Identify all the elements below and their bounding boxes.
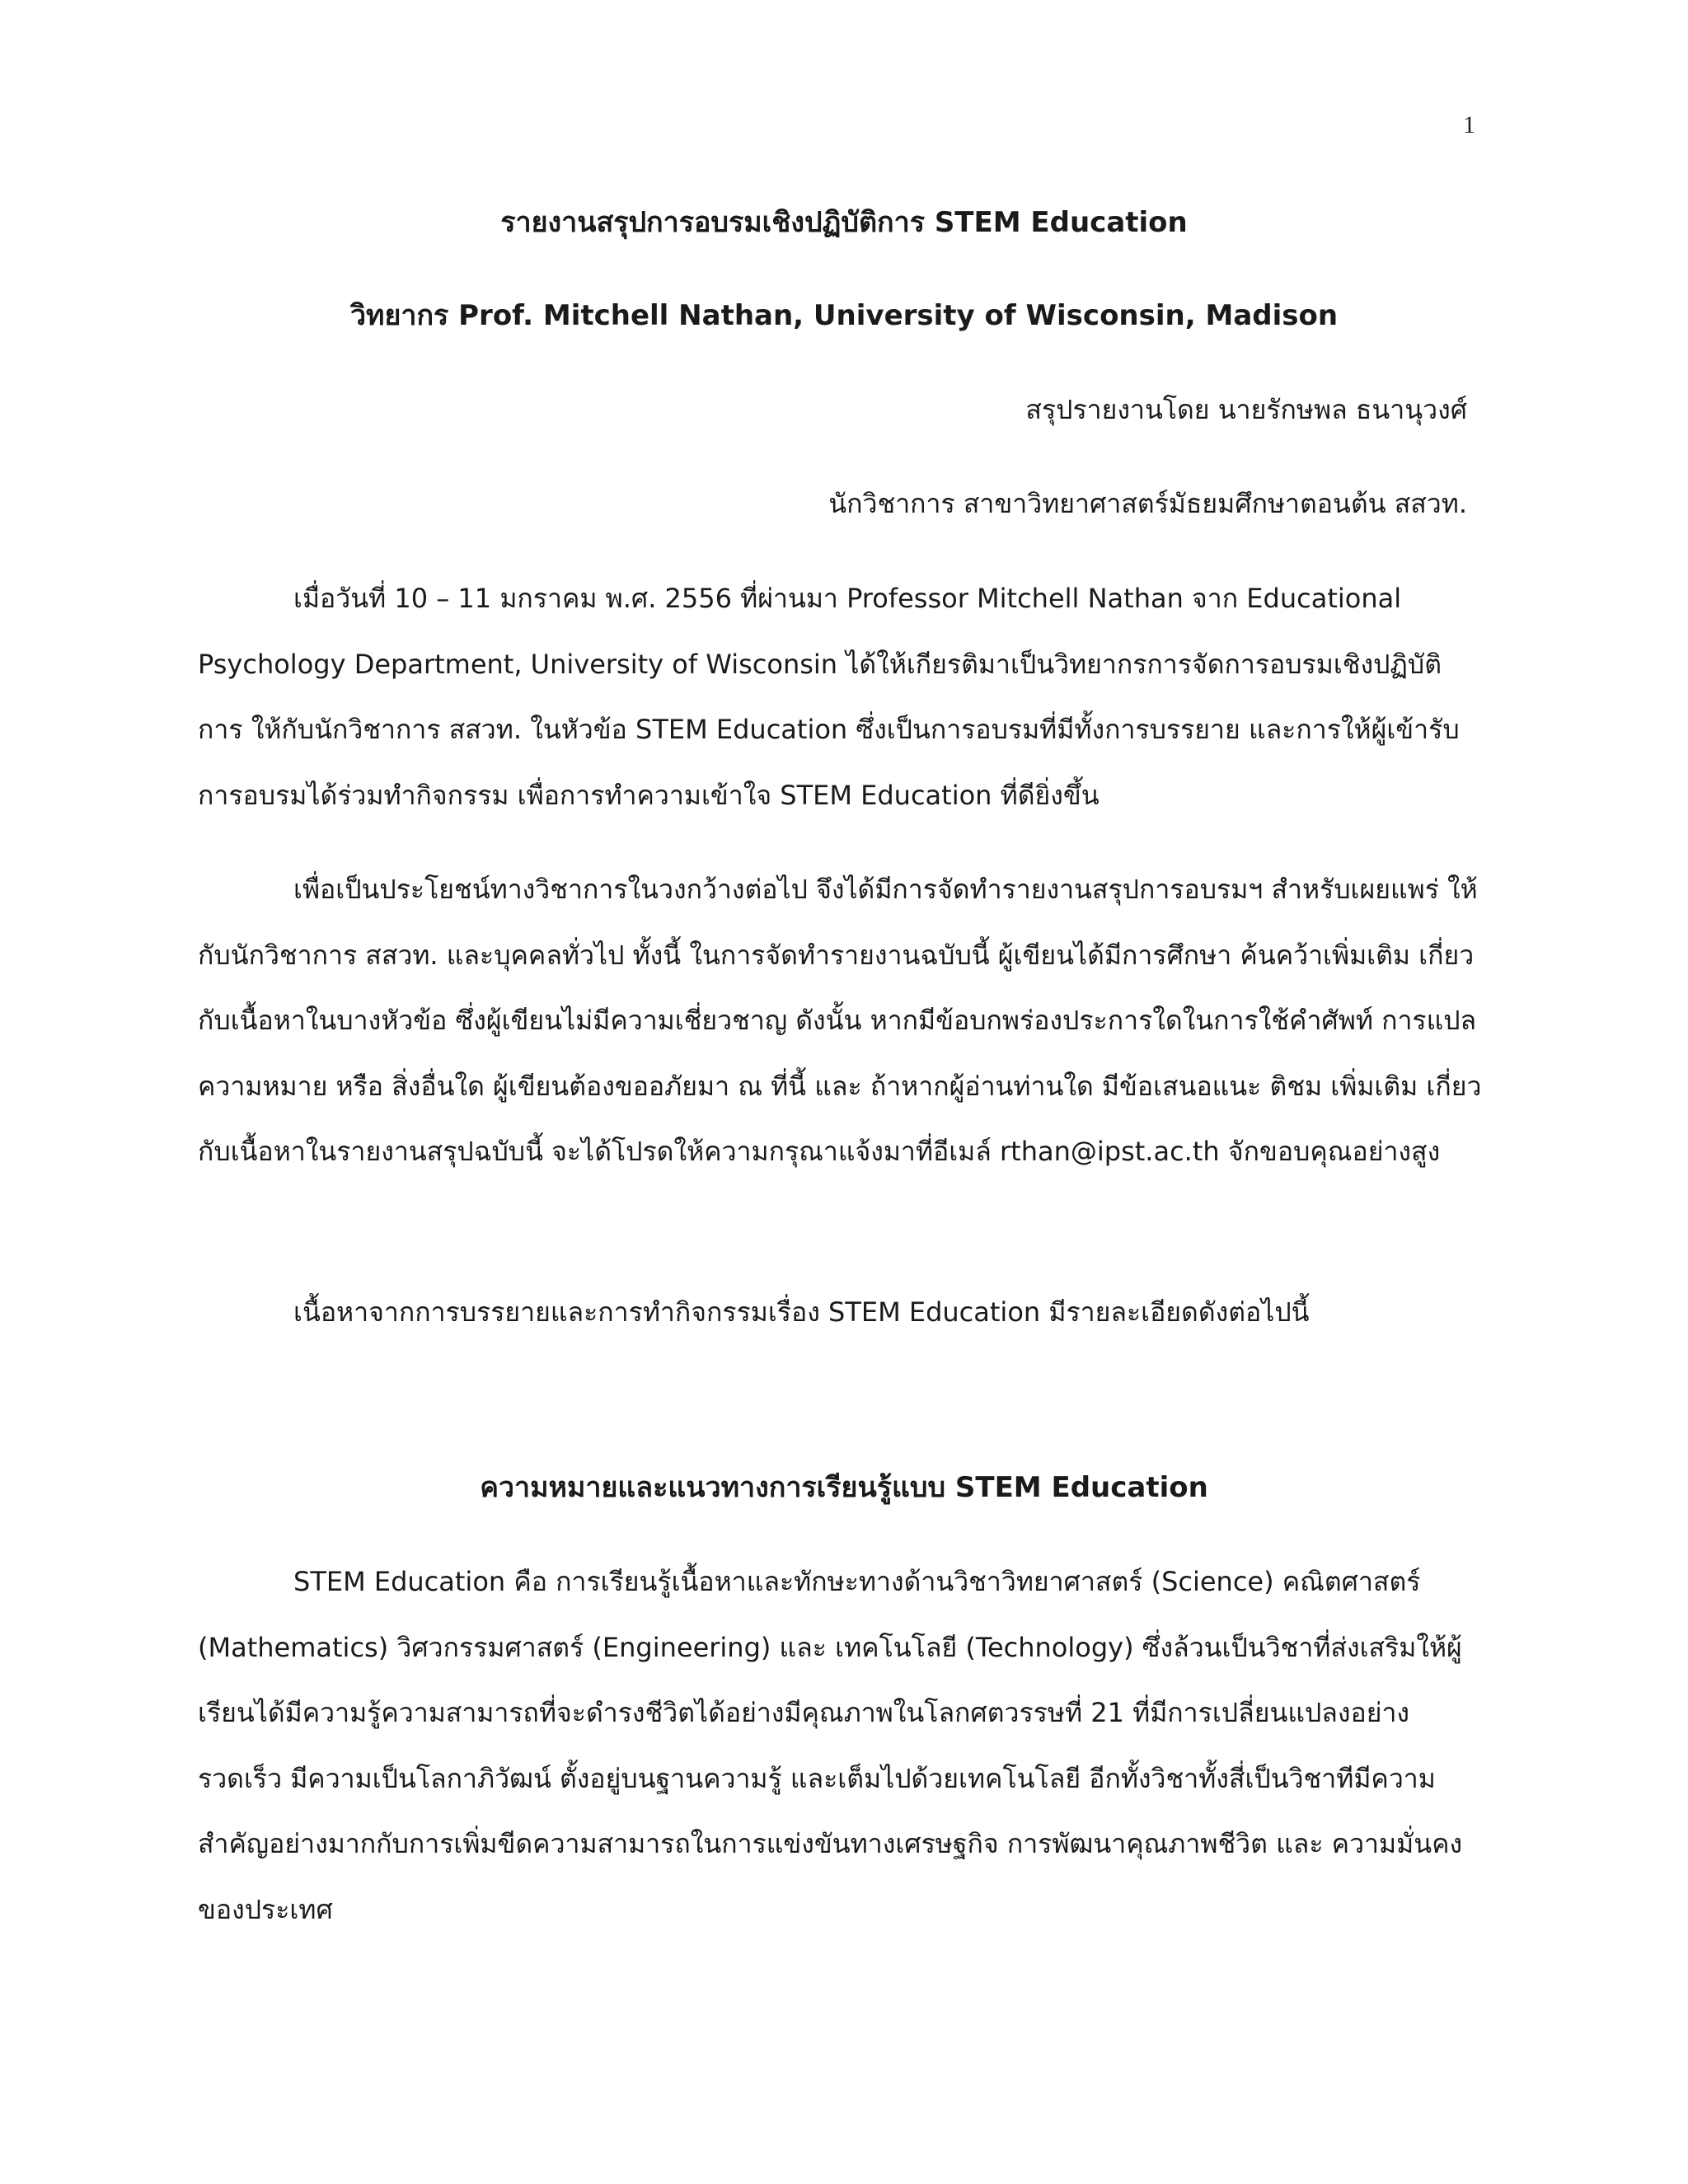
section-heading: ความหมายและแนวทางการเรียนรู้แบบ STEM Education xyxy=(480,1471,1208,1504)
body-paragraph: เพื่อเป็นประโยชน์ทางวิชาการในวงกว้างต่อไป จึงได้มีการจัดทำรายงานสรุปการอบรมฯ สำหรับเผยแพร่ ให้กับนักวิชาการ สสวท. และบุคคลทั่วไป ทั้งนี้ ในการจัดทำรายงานฉบับนี้ ผู้เขียนได้มีการศึกษา ค้นคว้าเพิ่มเติม เกี่ยวกับเนื้อหาในบางหัวข้อ ซึ่งผู้เขียนไม่มีความเชี่ยวชาญ ดังนั้น หากมีข้อบกพร่องประการใดในการใช้คำศัพท์ การแปลความหมาย หรือ สิ่งอื่นใด ผู้เขียนต้องขออภัยมา ณ ที่นี้ และ ถ้าหากผู้อ่านท่านใด มีข้อเสนอแนะ ติชม เพิ่มเติม เกี่ยวกับเนื้อหาในรายงานสรุปฉบับนี้ จะได้โปรดให้ความกรุณาแจ้งมาที่อีเมล์ rthan@ipst.ac.th จักขอบคุณอย่างสูง xyxy=(198,874,1482,1167)
body-paragraph: เมื่อวันที่ 10 – 11 มกราคม พ.ศ. 2556 ที่ผ่านมา Professor Mitchell Nathan จาก Educational Psychology Department, University of Wisconsin ได้ให้เกียรติมาเป็นวิทยากรการจัดการอบรมเชิงปฏิบัติการ ให้กับนักวิชาการ สสวท. ในหัวข้อ STEM Education ซึ่งเป็นการอบรมที่มีทั้งการบรรยาย และการให้ผู้เข้ารับการอบรมได้ร่วมทำกิจกรรม เพื่อการทำความเข้าใจ STEM Education ที่ดียิ่งขึ้น xyxy=(198,583,1460,811)
speaker-line: วิทยากร Prof. Mitchell Nathan, University of Wisconsin, Madison xyxy=(349,299,1339,332)
body-paragraph: เนื้อหาจากการบรรยายและการทำกิจกรรมเรื่อง STEM Education มีรายละเอียดดังต่อไปนี้ xyxy=(293,1296,1310,1328)
author-position-line: นักวิชาการ สาขาวิทยาศาสตร์มัธยมศึกษาตอนต้น สสวท. xyxy=(828,488,1467,519)
document-title: รายงานสรุปการอบรมเชิงปฏิบัติการ STEM Education xyxy=(500,206,1188,239)
author-line: สรุปรายงานโดย นายรักษพล ธนานุวงศ์ xyxy=(1025,394,1467,425)
section-paragraph: STEM Education คือ การเรียนรู้เนื้อหาและทักษะทางด้านวิชาวิทยาศาสตร์ (Science) คณิตศาสตร์ (Mathematics) วิศวกรรมศาสตร์ (Engineering) และ เทคโนโลยี (Technology) ซึ่งล้วนเป็นวิชาที่ส่งเสริมให้ผู้เรียนได้มีความรู้ความสามารถที่จะดำรงชีวิตได้อย่างมีคุณภาพในโลกศตวรรษที่ 21 ที่มีการเปลี่ยนแปลงอย่างรวดเร็ว มีความเป็นโลกาภิวัฒน์ ตั้งอยู่บนฐานความรู้ และเต็มไปด้วยเทคโนโลยี อีกทั้งวิชาทั้งสี่เป็นวิชาทีมีความสำคัญอย่างมากกับการเพิ่มขีดความสามารถในการแข่งขันทางเศรษฐกิจ การพัฒนาคุณภาพชีวิต และ ความมั่นคงของประเทศ xyxy=(198,1566,1463,1925)
page-number: 1 xyxy=(1463,111,1475,138)
